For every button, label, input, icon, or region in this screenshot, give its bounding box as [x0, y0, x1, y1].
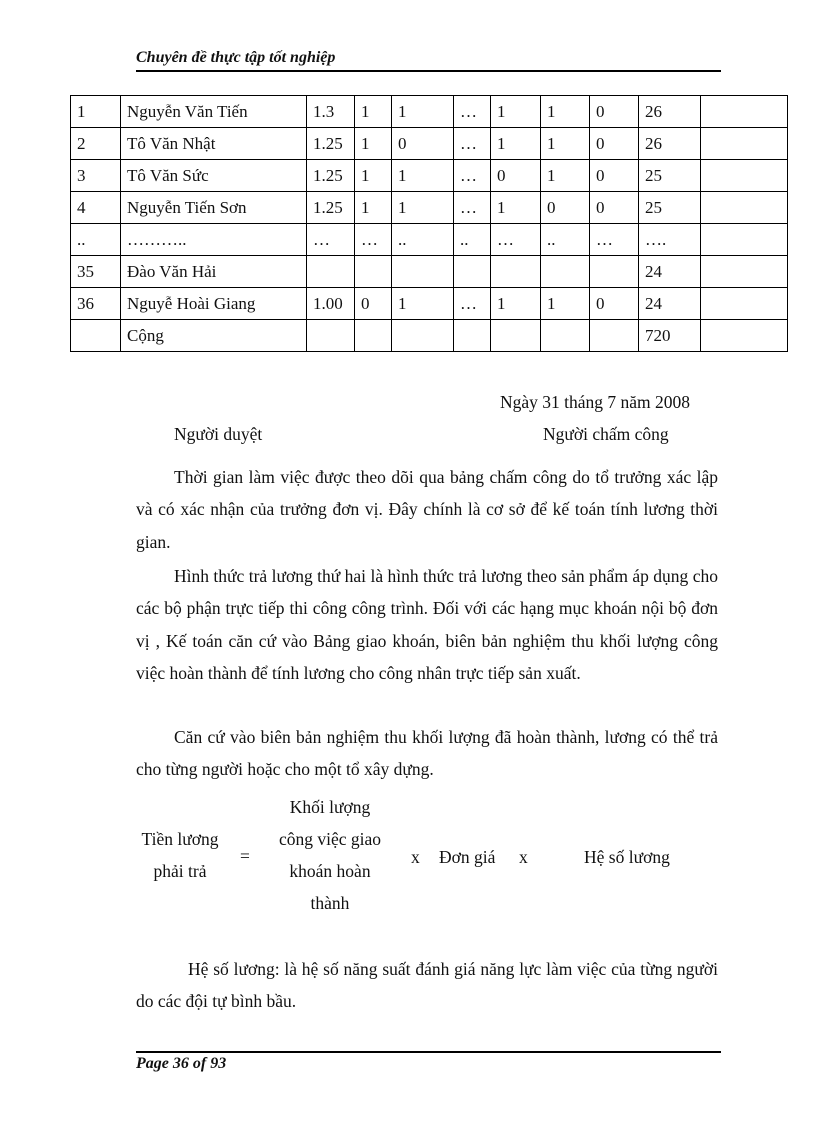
table-cell: 1 [491, 288, 541, 320]
table-cell: … [590, 224, 639, 256]
paragraph-acceptance: Căn cứ vào biên bản nghiệm thu khối lượng đã hoàn thành, lương có thể trả cho từng người hoặc cho một tổ xây dựng. [136, 727, 718, 780]
formula-term-line4: thành [310, 893, 350, 913]
table-row [71, 160, 788, 192]
paragraph-piece-rate: Hình thức trả lương thứ hai là hình thức trả lương theo sản phẩm áp dụng cho các bộ phận trực tiếp thi công công trình. Đối với các hạng mục khoán nội bộ đơn vị , Kế toán căn cứ vào Bảng giao khoán, biên bản nghiệm thu khối lượng công việc hoàn thành để tính lương cho công nhân trực tiếp sản xuất. [136, 566, 718, 684]
table-cell [392, 256, 454, 288]
table-cell [355, 256, 392, 288]
table-cell: 0 [355, 288, 392, 320]
table-row [71, 96, 788, 128]
table-cell: …. [639, 224, 701, 256]
table-row [71, 192, 788, 224]
table-cell: 24 [639, 256, 701, 288]
paragraph-coefficient: Hệ số lương: là hệ số năng suất đánh giá năng lực làm việc của từng người do các đội tự bình bầu. [136, 959, 718, 1012]
table-cell [355, 320, 392, 352]
table-cell: .. [454, 224, 491, 256]
table-cell [454, 256, 491, 288]
table-cell [701, 288, 788, 320]
table-cell: 35 [71, 256, 121, 288]
table-cell: 1 [392, 192, 454, 224]
table-row [71, 128, 788, 160]
table-cell [392, 320, 454, 352]
table-cell: 1 [355, 160, 392, 192]
table-cell: 0 [590, 128, 639, 160]
formula-lhs [132, 823, 228, 887]
table-cell: 1.25 [307, 128, 355, 160]
table-cell [491, 320, 541, 352]
table-cell: 1.00 [307, 288, 355, 320]
table-cell: 720 [639, 320, 701, 352]
table-cell [454, 320, 491, 352]
table-cell: Nguyễ Hoài Giang [121, 288, 307, 320]
footer-divider [136, 1051, 721, 1053]
table-cell [701, 192, 788, 224]
table-row [71, 224, 788, 256]
formula-lhs-line1: Tiền lương [141, 829, 219, 849]
formula-lhs-line2: phải trả [153, 861, 207, 881]
table-cell: 0 [590, 288, 639, 320]
formula-times-1: x [411, 847, 420, 867]
table-cell: 26 [639, 96, 701, 128]
table-row [71, 288, 788, 320]
table-row [71, 256, 788, 288]
table-cell: 1 [355, 128, 392, 160]
formula-times-2: x [519, 847, 528, 867]
table-cell [307, 256, 355, 288]
table-cell [71, 320, 121, 352]
table-cell [701, 160, 788, 192]
table-cell [541, 320, 590, 352]
header-divider [136, 70, 721, 72]
table-cell: 24 [639, 288, 701, 320]
table-cell: 1 [392, 288, 454, 320]
table-cell: 1.25 [307, 160, 355, 192]
table-cell: 0 [590, 96, 639, 128]
table-cell: .. [71, 224, 121, 256]
formula-coefficient: Hệ số lương [584, 847, 670, 867]
table-cell: 3 [71, 160, 121, 192]
table-cell: 1.3 [307, 96, 355, 128]
paragraph-timekeeping: Thời gian làm việc được theo dõi qua bảng chấm công do tổ trưởng xác lập và có xác nhận của trưởng đơn vị. Đây chính là cơ sở để kế toán tính lương thời gian. [136, 467, 718, 552]
table-cell: ……….. [121, 224, 307, 256]
formula-volume-term [270, 791, 390, 919]
table-cell: 1 [355, 96, 392, 128]
page-number: Page 36 of 93 [136, 1055, 227, 1072]
table-cell [307, 320, 355, 352]
table-cell [701, 320, 788, 352]
table-cell: 2 [71, 128, 121, 160]
formula-term-line2: công việc giao [278, 829, 382, 849]
timesheet-body [71, 96, 788, 352]
table-cell: .. [541, 224, 590, 256]
table-row [71, 320, 788, 352]
table-cell: 1 [541, 96, 590, 128]
table-cell: 36 [71, 288, 121, 320]
table-cell: 26 [639, 128, 701, 160]
table-cell: 1 [355, 192, 392, 224]
table-cell: … [454, 160, 491, 192]
formula-term-line1: Khối lượng [289, 797, 371, 817]
approver-label: Người duyệt [174, 424, 263, 444]
table-cell [701, 128, 788, 160]
formula-equals: = [240, 846, 250, 866]
table-cell: … [454, 288, 491, 320]
table-cell: 0 [541, 192, 590, 224]
table-cell [701, 96, 788, 128]
table-cell: 0 [491, 160, 541, 192]
table-cell: .. [392, 224, 454, 256]
table-cell: 1 [541, 288, 590, 320]
table-cell: 1.25 [307, 192, 355, 224]
table-cell: 1 [392, 96, 454, 128]
table-cell: 1 [392, 160, 454, 192]
table-cell [701, 224, 788, 256]
timekeeper-label: Người chấm công [543, 424, 669, 444]
table-cell: 25 [639, 192, 701, 224]
table-cell: 1 [541, 128, 590, 160]
table-cell: 0 [590, 160, 639, 192]
table-cell [590, 320, 639, 352]
table-cell: 1 [491, 192, 541, 224]
table-cell: 1 [71, 96, 121, 128]
table-cell: 1 [491, 128, 541, 160]
table-cell: … [454, 96, 491, 128]
table-cell: … [454, 128, 491, 160]
table-cell: 25 [639, 160, 701, 192]
table-cell: Đào Văn Hải [121, 256, 307, 288]
table-cell [590, 256, 639, 288]
signature-date: Ngày 31 tháng 7 năm 2008 [500, 392, 691, 412]
table-cell: 0 [590, 192, 639, 224]
table-cell: … [355, 224, 392, 256]
table-cell: Tô Văn Sức [121, 160, 307, 192]
table-cell: … [491, 224, 541, 256]
table-cell [491, 256, 541, 288]
page-header-title: Chuyên đề thực tập tốt nghiệp [136, 49, 336, 66]
table-cell: … [454, 192, 491, 224]
table-cell [701, 256, 788, 288]
table-cell: Nguyễn Văn Tiến [121, 96, 307, 128]
formula-unit-price: Đơn giá [439, 847, 496, 867]
table-cell: Nguyễn Tiến Sơn [121, 192, 307, 224]
table-cell: 4 [71, 192, 121, 224]
table-cell: Cộng [121, 320, 307, 352]
table-cell: Tô Văn Nhật [121, 128, 307, 160]
table-cell: 1 [491, 96, 541, 128]
formula-term-line3: khoán hoàn [289, 861, 371, 881]
table-cell: 0 [392, 128, 454, 160]
table-cell: … [307, 224, 355, 256]
table-cell [541, 256, 590, 288]
timesheet-table [70, 95, 788, 352]
table-cell: 1 [541, 160, 590, 192]
